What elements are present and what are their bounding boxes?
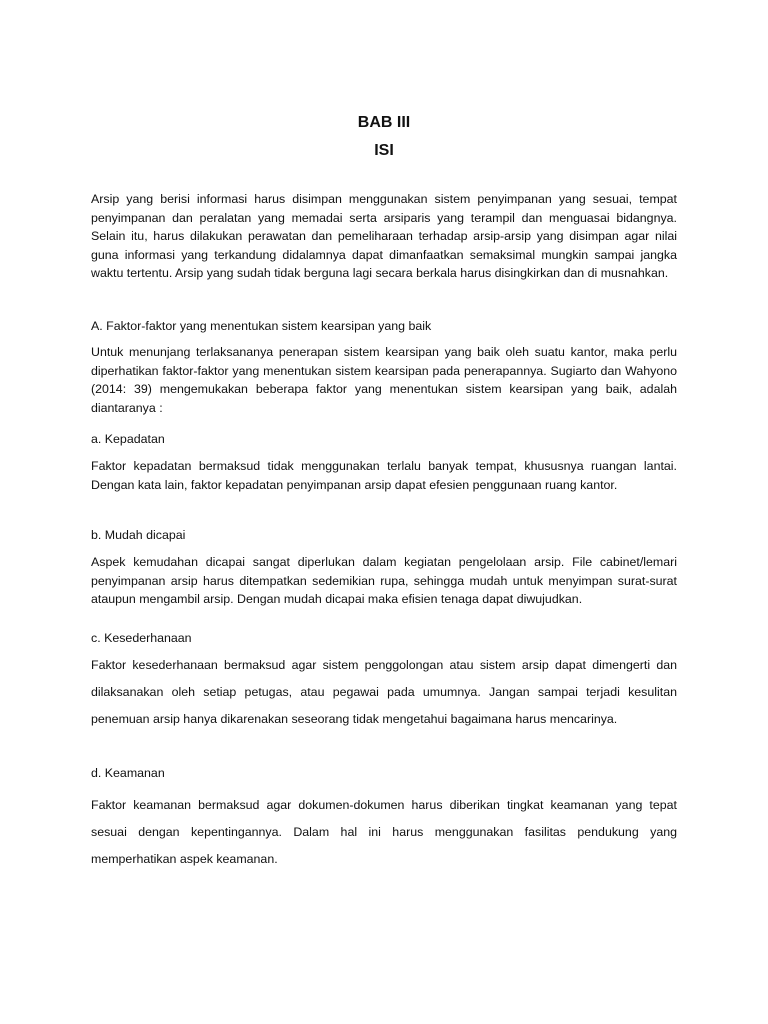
intro-paragraph: Arsip yang berisi informasi harus disimpan menggunakan sistem penyimpanan yang sesuai, tempat penyimpanan dan peralatan yang memadai serta arsiparis yang terampil dan menguasai bidangnya. Selain itu, harus dilakukan perawatan dan pemeliharaan terhadap arsip-arsip yang disimpan agar nilai guna informasi yang terkandung didalamnya dapat dimanfaatkan semaksimal mungkin sampai jangka waktu tertentu. Arsip yang sudah tidak berguna lagi secara berkala harus disingkirkan dan di musnahkan. <box>91 192 677 280</box>
item-d-heading: d. Keamanan <box>91 766 165 780</box>
section-a-heading: A. Faktor-faktor yang menentukan sistem kearsipan yang baik <box>91 319 432 333</box>
item-b-text: Aspek kemudahan dicapai sangat diperlukan dalam kegiatan pengelolaan arsip. File cabinet/lemari penyimpanan arsip harus ditempatkan sedemikian rupa, sehingga mudah untuk menyimpan surat-surat ataupun mengambil arsip. Dengan mudah dicapai maka efisien tenaga dapat diwujudkan. <box>91 555 677 606</box>
chapter-title: ISI <box>374 142 394 159</box>
item-b-heading: b. Mudah dicapai <box>91 528 186 542</box>
section-a-intro: Untuk menunjang terlaksananya penerapan sistem kearsipan yang baik oleh suatu kantor, maka perlu diperhatikan faktor-faktor yang menentukan sistem kearsipan pada penerapannya. Sugiarto dan Wahyono (2014: 39) mengemukakan beberapa faktor yang menentukan sistem kearsipan yang baik, adalah diantaranya : <box>91 345 677 415</box>
item-a-heading: a. Kepadatan <box>91 432 165 446</box>
item-d-text: Faktor keamanan bermaksud agar dokumen-dokumen harus diberikan tingkat keamanan yang tepat sesuai dengan kepentingannya. Dalam hal ini harus menggunakan fasilitas pendukung yang memperhatikan aspek keamanan. <box>91 798 677 866</box>
item-c-heading: c. Kesederhanaan <box>91 631 192 645</box>
chapter-number: BAB III <box>357 114 411 131</box>
item-a-text: Faktor kepadatan bermaksud tidak menggunakan terlalu banyak tempat, khususnya ruangan lantai. Dengan kata lain, faktor kepadatan penyimpanan arsip dapat efesien penggunaan ruang kantor. <box>91 459 677 492</box>
item-c-text: Faktor kesederhanaan bermaksud agar sistem penggolongan atau sistem arsip dapat dimengerti dan dilaksanakan oleh setiap petugas, atau pegawai pada umumnya. Jangan sampai terjadi kesulitan penemuan arsip hanya dikarenakan seseorang tidak mengetahui bagaimana harus mencarinya. <box>91 658 677 726</box>
